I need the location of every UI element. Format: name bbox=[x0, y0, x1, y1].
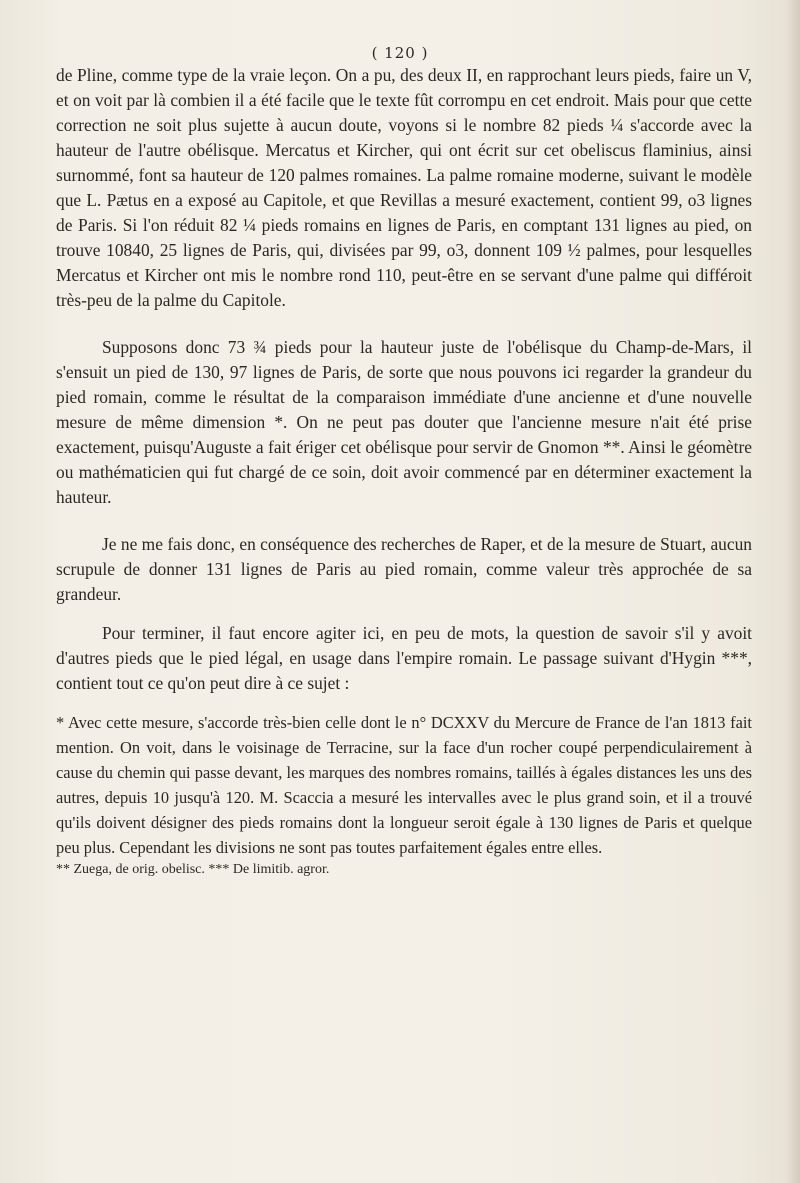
footnote-2-3: ** Zuega, de orig. obelisc. *** De limitib. agror. bbox=[56, 862, 330, 877]
paragraph-3: Je ne me fais donc, en conséquence des recherches de Raper, et de la mesure de Stuart, aucun scrupule de donner 131 lignes de Paris au pied romain, comme valeur très approchée de sa grandeur. bbox=[56, 534, 752, 604]
page-edge-shadow bbox=[786, 0, 800, 1183]
footnotes bbox=[56, 710, 752, 880]
page-number: ( 120 ) bbox=[371, 44, 429, 62]
page-body bbox=[56, 63, 752, 880]
paragraph-1: de Pline, comme type de la vraie leçon. On a pu, des deux II, en rapprochant leurs pieds, faire un V, et on voit par là combien il a été facile que le texte fût corrompu en cet endroit. Mais pour que cette correction ne soit plus sujette à aucun doute, voyons si le nombre 82 pieds ¼ s'accorde avec la hauteur de l'autre obélisque. Mercatus et Kircher, qui ont écrit sur cet obeliscus flaminius, ainsi surnommé, font sa hauteur de 120 palmes romaines. La palme romaine moderne, suivant le modèle que L. Pætus en a exposé au Capitole, et que Revillas a mesuré exactement, contient 99, o3 lignes de Paris. Si l'on réduit 82 ¼ pieds romains en lignes de Paris, en comptant 131 lignes au pied, on trouve 10840, 25 lignes de Paris, qui, divisées par 99, o3, donnent 109 ½ palmes, pour lesquelles Mercatus et Kircher ont mis le nombre rond 110, peut-être en se servant d'une palme qui différoit très-peu de la palme du Capitole. bbox=[56, 65, 752, 310]
paragraph-2: Supposons donc 73 ¾ pieds pour la hauteur juste de l'obélisque du Champ-de-Mars, il s'ensuit un pied de 130, 97 lignes de Paris, de sorte que nous pouvons ici regarder la grandeur du pied romain, comme le résultat de la comparaison immédiate d'une ancienne et d'une nouvelle mesure de même dimension *. On ne peut pas douter que l'ancienne mesure n'ait été prise exactement, puisqu'Auguste a fait ériger cet obélisque pour servir de Gnomon **. Ainsi le géomètre ou mathématicien qui fut chargé de ce soin, doit avoir commencé par en déterminer exactement la hauteur. bbox=[56, 337, 752, 507]
footnote-1: * Avec cette mesure, s'accorde très-bien celle dont le n° DCXXV du Mercure de France de l'an 1813 fait mention. On voit, dans le voisinage de Terracine, sur la face d'un rocher coupé perpendiculairement à cause du chemin qui passe devant, les marques des nombres romains, taillés à égales distances les uns des autres, depuis 10 jusqu'à 120. M. Scaccia a mesuré les intervalles avec le plus grand soin, et il a trouvé qu'ils doivent désigner des pieds romains dont la longueur seroit égale à 130 lignes de Paris et quelque peu plus. Cependant les divisions ne sont pas toutes parfaitement égales entre elles. bbox=[56, 713, 752, 857]
paragraph-4: Pour terminer, il faut encore agiter ici, en peu de mots, la question de savoir s'il y avoit d'autres pieds que le pied légal, en usage dans l'empire romain. Le passage suivant d'Hygin ***, contient tout ce qu'on peut dire à ce sujet : bbox=[56, 623, 752, 693]
